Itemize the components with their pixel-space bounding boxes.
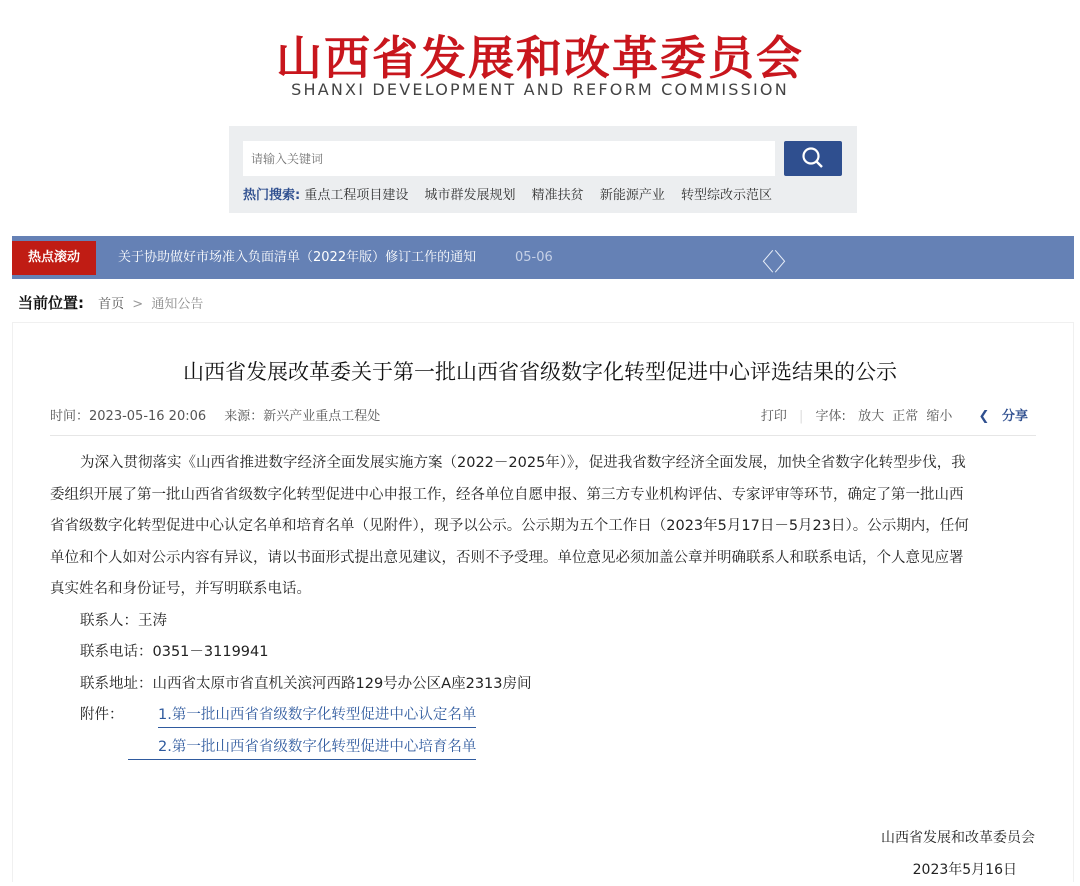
print-button[interactable]: 打印 bbox=[760, 409, 787, 424]
sign-date: 2023年5月16日 bbox=[912, 862, 1017, 878]
ticker-badge: 热点滚动 bbox=[12, 241, 96, 275]
breadcrumb bbox=[18, 292, 203, 313]
breadcrumb-current[interactable]: 通知公告 bbox=[151, 297, 204, 312]
hot-keyword[interactable]: 城市群发展规划 bbox=[424, 188, 516, 203]
hot-keyword[interactable]: 精准扶贫 bbox=[531, 188, 584, 203]
search-area bbox=[229, 126, 857, 213]
signer: 山西省发展和改革委员会 bbox=[881, 830, 1035, 846]
hot-keyword[interactable]: 重点工程项目建设 bbox=[304, 188, 409, 203]
font-smaller-button[interactable]: 缩小 bbox=[926, 409, 953, 424]
share-button[interactable] bbox=[971, 409, 1028, 424]
attachment-link-1[interactable]: 1.第一批山西省省级数字化转型促进中心认定名单 bbox=[158, 703, 476, 728]
paragraph-line: 委组织开展了第一批山西省省级数字化转型促进中心申报工作，经各单位自愿申报、第三方专业机构评估、专家评审等环节，确定了第一批山西 bbox=[50, 486, 964, 503]
hot-search-label: 热门搜索: bbox=[243, 188, 301, 203]
divider bbox=[50, 435, 1036, 436]
contact-person: 联系人：王涛 bbox=[80, 612, 167, 629]
breadcrumb-sep: > bbox=[132, 297, 144, 312]
ticker-news-link[interactable]: 关于协助做好市场准入负面清单（2022年版）修订工作的通知 bbox=[118, 250, 477, 265]
attachment-label: 附件： bbox=[80, 707, 124, 723]
attachment-link-2[interactable]: 2.第一批山西省省级数字化转型促进中心培育名单 bbox=[128, 735, 476, 760]
chevron-left-icon[interactable]: 〈 bbox=[750, 248, 774, 276]
article-tools: 打印 | 字体: 放大 正常 缩小 ❮ 分享 bbox=[760, 409, 1028, 424]
contact-address: 联系地址：山西省太原市省直机关滨河西路129号办公区A座2313房间 bbox=[80, 675, 532, 692]
site-logo-en: SHANXI DEVELOPMENT AND REFORM COMMISSION bbox=[291, 80, 789, 99]
breadcrumb-label: 当前位置: bbox=[18, 294, 84, 312]
paragraph-line: 为深入贯彻落实《山西省推进数字经济全面发展实施方案（2022－2025年）》，促进我省数字经济全面发展，加快全省数字化转型步伐，我 bbox=[80, 455, 966, 471]
paragraph-line: 省省级数字化转型促进中心认定名单和培育名单（见附件），现予以公示。公示期为五个工作日（2023年5月17日－5月23日）。公示期内，任何 bbox=[50, 518, 969, 534]
article-meta bbox=[50, 405, 394, 424]
breadcrumb-home[interactable]: 首页 bbox=[98, 297, 125, 312]
search-button[interactable] bbox=[784, 141, 842, 176]
font-normal-button[interactable]: 正常 bbox=[892, 409, 919, 424]
contact-phone: 联系电话：0351－3119941 bbox=[80, 644, 269, 660]
hot-keyword[interactable]: 新能源产业 bbox=[599, 188, 665, 203]
share-icon: ❮ bbox=[978, 409, 990, 424]
search-input[interactable] bbox=[243, 141, 775, 176]
hot-search bbox=[243, 184, 784, 203]
chevron-right-icon[interactable]: 〉 bbox=[774, 248, 798, 276]
article-title: 山西省发展改革委关于第一批山西省省级数字化转型促进中心评选结果的公示 bbox=[183, 360, 897, 384]
site-logo-cn: 山西省发展和改革委员会 bbox=[276, 31, 804, 85]
article-body bbox=[50, 448, 1040, 763]
paragraph-line: 真实姓名和身份证号，并写明联系电话。 bbox=[50, 581, 311, 597]
paragraph-line: 单位和个人如对公示内容有异议，请以书面形式提出意见建议，否则不予受理。单位意见必须加盖公章并明确联系人和联系电话，个人意见应署 bbox=[50, 549, 964, 566]
article-source: 来源：新兴产业重点工程处 bbox=[224, 409, 381, 424]
font-label: 字体: bbox=[815, 409, 846, 424]
publish-time: 时间：2023-05-16 20:06 bbox=[50, 409, 207, 424]
share-label: 分享 bbox=[1001, 409, 1028, 424]
font-larger-button[interactable]: 放大 bbox=[858, 409, 885, 424]
ticker-date: 05-06 bbox=[515, 250, 553, 265]
news-ticker bbox=[12, 236, 1074, 279]
hot-keyword[interactable]: 转型综改示范区 bbox=[680, 188, 772, 203]
search-icon bbox=[784, 141, 842, 176]
signature bbox=[881, 822, 1035, 886]
